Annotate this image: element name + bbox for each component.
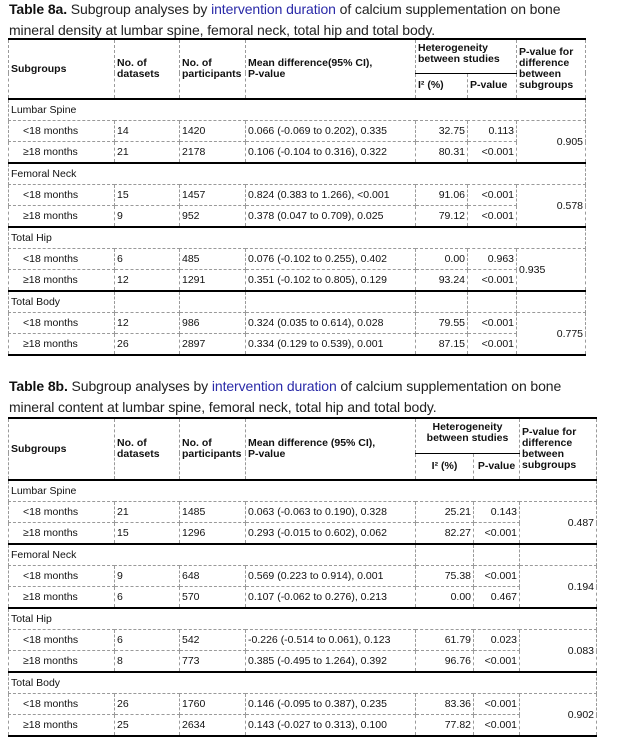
empty-cell	[115, 291, 180, 313]
cell-mean-diff: 0.385 (-0.495 to 1.264), 0.392	[246, 651, 416, 673]
cell-p-value: 0.023	[474, 630, 520, 651]
cell-datasets: 26	[115, 694, 180, 715]
caption-text: of calcium supplementation on bone	[336, 378, 562, 394]
header-het-pvalue: P-value	[474, 453, 520, 480]
cell-p-value: <0.001	[468, 206, 517, 228]
cell-datasets: 8	[115, 651, 180, 673]
header-datasets: No. of datasets	[115, 39, 180, 99]
empty-cell	[416, 291, 468, 313]
cell-i2: 91.06	[416, 185, 468, 206]
empty-cell	[517, 291, 586, 313]
header-subgroups: Subgroups	[9, 418, 115, 480]
cell-datasets: 6	[115, 249, 180, 270]
cell-p-diff: 0.083	[520, 630, 597, 673]
cell-participants: 773	[180, 651, 246, 673]
table-row	[9, 651, 597, 673]
cell-participants: 1291	[180, 270, 246, 292]
cell-subgroup: ≥18 months	[9, 651, 115, 673]
cell-datasets: 12	[115, 313, 180, 334]
cell-datasets: 21	[115, 502, 180, 523]
cell-mean-diff: 0.824 (0.383 to 1.266), <0.001	[246, 185, 416, 206]
header-p-diff: P-value for difference between subgroups	[520, 418, 597, 480]
cell-i2: 80.31	[416, 142, 468, 164]
header-datasets: No. of datasets	[115, 418, 180, 480]
header-mean-difference: Mean difference(95% CI), P-value	[246, 39, 416, 99]
cell-participants: 1760	[180, 694, 246, 715]
cell-mean-diff: 0.076 (-0.102 to 0.255), 0.402	[246, 249, 416, 270]
cell-mean-diff: 0.107 (-0.062 to 0.276), 0.213	[246, 587, 416, 609]
cell-p-diff: 0.194	[520, 566, 597, 609]
cell-participants: 542	[180, 630, 246, 651]
cell-subgroup: <18 months	[9, 502, 115, 523]
cell-subgroup: <18 months	[9, 185, 115, 206]
group-label: Total Body	[9, 291, 115, 313]
cell-participants: 1296	[180, 523, 246, 545]
cell-i2: 0.00	[416, 249, 468, 270]
cell-i2: 77.82	[416, 715, 474, 737]
caption-line2: mineral content at lumbar spine, femoral neck, total hip and total body.	[9, 399, 437, 415]
cell-participants: 1457	[180, 185, 246, 206]
cell-i2: 83.36	[416, 694, 474, 715]
cell-i2: 87.15	[416, 334, 468, 356]
cell-p-value: <0.001	[474, 566, 520, 587]
cell-i2: 79.55	[416, 313, 468, 334]
cell-subgroup: <18 months	[9, 694, 115, 715]
cell-i2: 82.27	[416, 523, 474, 545]
caption-text: Subgroup analyses by	[67, 378, 212, 394]
cell-participants: 986	[180, 313, 246, 334]
cell-subgroup: <18 months	[9, 313, 115, 334]
cell-participants: 1485	[180, 502, 246, 523]
table-row	[9, 185, 586, 206]
cell-mean-diff: 0.146 (-0.095 to 0.387), 0.235	[246, 694, 416, 715]
cell-subgroup: <18 months	[9, 121, 115, 142]
cell-i2: 93.24	[416, 270, 468, 292]
table-row	[9, 249, 586, 270]
group-label: Total Body	[9, 672, 597, 694]
cell-mean-diff: 0.063 (-0.063 to 0.190), 0.328	[246, 502, 416, 523]
cell-datasets: 21	[115, 142, 180, 164]
cell-subgroup: ≥18 months	[9, 206, 115, 228]
table-8a-label: Table 8a.	[9, 1, 67, 17]
cell-p-value: <0.001	[468, 185, 517, 206]
cell-p-value: 0.963	[468, 249, 517, 270]
empty-cell	[468, 291, 517, 313]
cell-participants: 485	[180, 249, 246, 270]
group-label: Femoral Neck	[9, 163, 586, 185]
cell-p-value: <0.001	[468, 142, 517, 164]
caption-highlight: intervention duration	[211, 378, 337, 394]
cell-mean-diff: -0.226 (-0.514 to 0.061), 0.123	[246, 630, 416, 651]
cell-subgroup: <18 months	[9, 249, 115, 270]
cell-p-value: <0.001	[468, 270, 517, 292]
cell-p-diff: 0.578	[517, 185, 586, 228]
table-row	[9, 587, 597, 609]
table-row	[9, 694, 597, 715]
cell-participants: 570	[180, 587, 246, 609]
cell-subgroup: ≥18 months	[9, 142, 115, 164]
header-i2: I² (%)	[416, 453, 474, 480]
table-row	[9, 206, 586, 228]
cell-participants: 648	[180, 566, 246, 587]
caption-text: Subgroup analyses by	[66, 1, 212, 17]
empty-cell	[246, 291, 416, 313]
cell-mean-diff: 0.106 (-0.104 to 0.316), 0.322	[246, 142, 416, 164]
cell-p-value: <0.001	[474, 651, 520, 673]
cell-mean-diff: 0.324 (0.035 to 0.614), 0.028	[246, 313, 416, 334]
group-label: Lumbar Spine	[9, 99, 586, 121]
cell-participants: 1420	[180, 121, 246, 142]
table-8b-caption	[9, 376, 561, 418]
table-row	[9, 715, 597, 737]
header-participants: No. of participants	[180, 418, 246, 480]
group-label: Total Hip	[9, 608, 597, 630]
empty-cell	[520, 544, 597, 566]
cell-p-value: <0.001	[468, 313, 517, 334]
cell-mean-diff: 0.378 (0.047 to 0.709), 0.025	[246, 206, 416, 228]
table-row	[9, 270, 586, 292]
header-i2: I² (%)	[416, 73, 468, 99]
cell-mean-diff: 0.569 (0.223 to 0.914), 0.001	[246, 566, 416, 587]
empty-cell	[474, 544, 520, 566]
cell-mean-diff: 0.143 (-0.027 to 0.313), 0.100	[246, 715, 416, 737]
cell-mean-diff: 0.066 (-0.069 to 0.202), 0.335	[246, 121, 416, 142]
cell-datasets: 12	[115, 270, 180, 292]
group-label: Lumbar Spine	[9, 480, 597, 502]
cell-subgroup: ≥18 months	[9, 587, 115, 609]
cell-participants: 952	[180, 206, 246, 228]
caption-text: of calcium supplementation on bone	[335, 1, 561, 17]
cell-i2: 79.12	[416, 206, 468, 228]
cell-datasets: 9	[115, 206, 180, 228]
cell-i2: 25.21	[416, 502, 474, 523]
header-heterogeneity: Heterogeneity between studies	[416, 39, 517, 73]
cell-p-diff: 0.775	[517, 313, 586, 356]
table-8b	[8, 417, 597, 737]
cell-p-value: <0.001	[474, 694, 520, 715]
caption-line2: mineral density at lumbar spine, femoral neck, total hip and total body.	[9, 22, 435, 38]
header-mean-difference: Mean difference (95% CI), P-value	[246, 418, 416, 480]
cell-p-value: 0.467	[474, 587, 520, 609]
cell-i2: 75.38	[416, 566, 474, 587]
cell-p-value: 0.143	[474, 502, 520, 523]
cell-p-value: <0.001	[474, 523, 520, 545]
group-label: Total Hip	[9, 227, 586, 249]
cell-subgroup: ≥18 months	[9, 270, 115, 292]
cell-datasets: 14	[115, 121, 180, 142]
cell-subgroup: ≥18 months	[9, 523, 115, 545]
cell-p-diff: 0.487	[520, 502, 597, 545]
cell-subgroup: <18 months	[9, 566, 115, 587]
header-heterogeneity: Heterogeneity between studies	[416, 418, 520, 453]
table-row	[9, 334, 586, 356]
caption-highlight: intervention duration	[211, 1, 336, 17]
cell-i2: 96.76	[416, 651, 474, 673]
cell-subgroup: ≥18 months	[9, 715, 115, 737]
empty-cell	[416, 544, 474, 566]
cell-datasets: 6	[115, 630, 180, 651]
cell-mean-diff: 0.293 (-0.015 to 0.602), 0.062	[246, 523, 416, 545]
cell-p-value: 0.113	[468, 121, 517, 142]
cell-datasets: 26	[115, 334, 180, 356]
table-row	[9, 523, 597, 545]
cell-participants: 2897	[180, 334, 246, 356]
cell-datasets: 25	[115, 715, 180, 737]
cell-p-value: <0.001	[468, 334, 517, 356]
empty-cell	[180, 291, 246, 313]
cell-p-diff: 0.935	[517, 249, 586, 292]
table-8b-label: Table 8b.	[9, 378, 68, 394]
cell-participants: 2634	[180, 715, 246, 737]
table-row	[9, 630, 597, 651]
table-8a	[8, 38, 586, 356]
group-label: Femoral Neck	[9, 544, 416, 566]
header-p-diff: P-value for difference between subgroups	[517, 39, 586, 99]
table-row	[9, 502, 597, 523]
table-row	[9, 566, 597, 587]
table-8a-caption	[9, 0, 560, 41]
header-participants: No. of participants	[180, 39, 246, 99]
cell-mean-diff: 0.334 (0.129 to 0.539), 0.001	[246, 334, 416, 356]
cell-i2: 32.75	[416, 121, 468, 142]
header-het-pvalue: P-value	[468, 73, 517, 99]
cell-i2: 0.00	[416, 587, 474, 609]
cell-subgroup: ≥18 months	[9, 334, 115, 356]
table-row	[9, 121, 586, 142]
cell-participants: 2178	[180, 142, 246, 164]
cell-i2: 61.79	[416, 630, 474, 651]
cell-p-value: <0.001	[474, 715, 520, 737]
table-row	[9, 142, 586, 164]
cell-p-diff: 0.902	[520, 694, 597, 737]
cell-datasets: 9	[115, 566, 180, 587]
cell-datasets: 15	[115, 185, 180, 206]
cell-mean-diff: 0.351 (-0.102 to 0.805), 0.129	[246, 270, 416, 292]
cell-datasets: 15	[115, 523, 180, 545]
cell-subgroup: <18 months	[9, 630, 115, 651]
table-row	[9, 313, 586, 334]
cell-datasets: 6	[115, 587, 180, 609]
cell-p-diff: 0.905	[517, 121, 586, 164]
header-subgroups: Subgroups	[9, 39, 115, 99]
